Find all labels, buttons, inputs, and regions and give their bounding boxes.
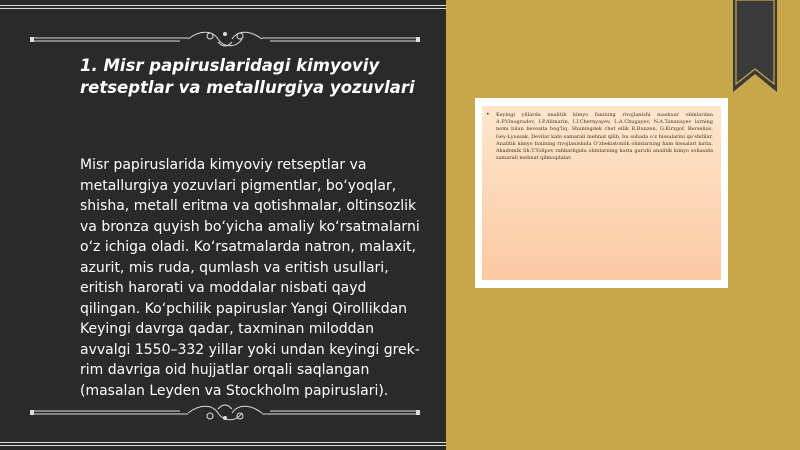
bottom-thread-line bbox=[0, 442, 446, 443]
slide-body-text: Misr papiruslarida kimyoviy retseptlar va metallurgiya yozuvlari pigmentlar, bo‘yoqlar, shisha, metall eritma va qotishmalar, oltinsozlik va bronza quyish bo‘yicha amaliy ko‘rsatmalarni o‘z ichiga oladi. Ko‘rsatmalarda natron, malaxit, azurit, mis ruda, qumlash va eritish usullari, eritish harorati va moddalar nisbati qayd qilingan. Ko‘pchilik papiruslar Yangi Qirollikdan Keyingi davrga qadar, taxminan miloddan avvalgi 1550–332 yillar yoki undan keyingi grek-rim davriga oid hujjatlar orqali saqlangan (masalan Leyden va Stockholm papiruslari). bbox=[80, 157, 420, 399]
bottom-thread-line bbox=[0, 445, 446, 446]
document-image-text: Keyingi yillarda analitik kimyo fanining rivojlanishi mashxur olimlardan A.P.Vinogradov, I.P.Alimarin, I.I.Chernyayev, L.A.Chugayev, N.A.Tananayev larning nomi bilan bevosita bog‘liq. Shuningdek chet ellik R.Bunzen, G.Kirxgof, Berselius, Gey-Lyussak, Devilar kabi samarali mehnat qilib, bu sohada o‘z hissalarini qo‘shdilar. Analitik kimyo fanining rivojlanishida O‘zbekistonlik olimlarning ham hissalari katta. Akademik Sh.T.Tolipov rahbarligida olimlarning katta guruhi analitik kimyo sohasida samarali mehnat qilmoqdalar. bbox=[496, 112, 713, 162]
top-thread-line bbox=[0, 8, 446, 9]
slide-title: 1. Misr papiruslaridagi kimyoviy retseptlar va metallurgiya yozuvlari bbox=[80, 56, 415, 97]
document-image-page bbox=[482, 106, 721, 280]
document-bullet: • bbox=[486, 111, 490, 118]
bookmark-ribbon-icon bbox=[730, 0, 780, 100]
document-image bbox=[475, 98, 728, 288]
top-flourish-icon bbox=[30, 30, 420, 52]
top-thread-line bbox=[0, 5, 446, 6]
bottom-flourish-icon bbox=[30, 400, 420, 422]
